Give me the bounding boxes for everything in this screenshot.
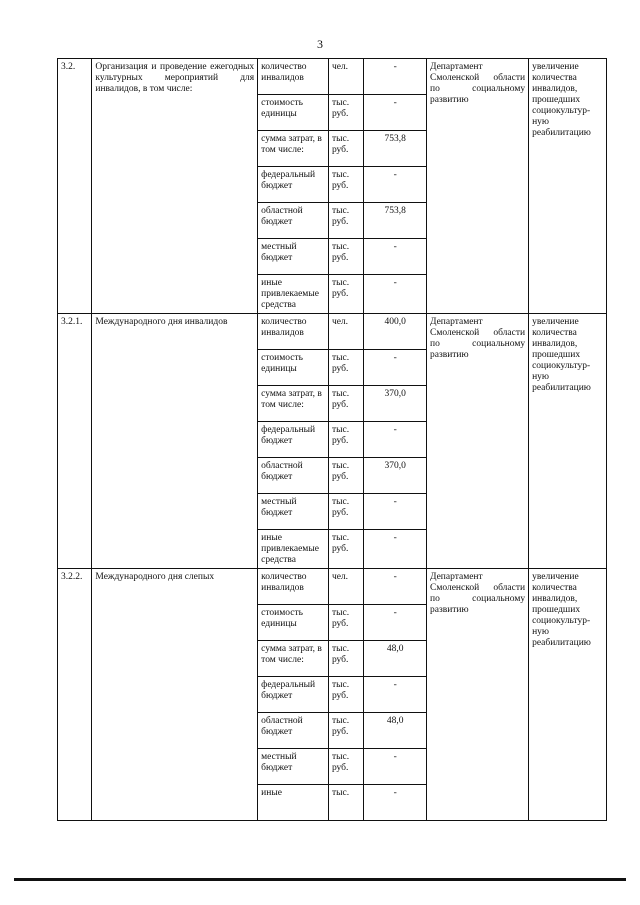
unit-cell: тыс. руб. [328, 203, 363, 239]
indicator-cell: федеральный бюджет [258, 167, 329, 203]
unit-cell: тыс. руб. [328, 641, 363, 677]
table-row [58, 314, 607, 350]
item-number: 3.2.2. [58, 569, 92, 821]
unit-cell: тыс. руб. [328, 713, 363, 749]
indicator-cell: стоимость единицы [258, 95, 329, 131]
unit-cell: тыс. руб. [328, 275, 363, 314]
department-cell: Департамент Смоленской области по социальному развитию [426, 569, 528, 821]
indicator-cell: иные привлекаемые средства [258, 530, 329, 569]
unit-cell: тыс. [328, 785, 363, 821]
value-cell: 753,8 [364, 131, 427, 167]
department-cell: Департамент Смоленской области по социальному развитию [426, 59, 528, 314]
indicator-cell: стоимость единицы [258, 350, 329, 386]
value-cell: 370,0 [364, 386, 427, 422]
value-cell: - [364, 350, 427, 386]
unit-cell: тыс. руб. [328, 677, 363, 713]
value-cell: - [364, 95, 427, 131]
measures-table [57, 58, 607, 821]
indicator-cell: местный бюджет [258, 749, 329, 785]
result-cell: увеличение количества инвалидов, прошедших социокультур-ную реабилитацию [529, 59, 607, 314]
indicator-cell: количество инвалидов [258, 314, 329, 350]
unit-cell: тыс. руб. [328, 605, 363, 641]
value-cell: - [364, 569, 427, 605]
indicator-cell: сумма затрат, в том числе: [258, 386, 329, 422]
unit-cell: тыс. руб. [328, 494, 363, 530]
indicator-cell: областной бюджет [258, 203, 329, 239]
unit-cell: чел. [328, 314, 363, 350]
value-cell: - [364, 275, 427, 314]
indicator-cell: федеральный бюджет [258, 677, 329, 713]
indicator-cell: сумма затрат, в том числе: [258, 641, 329, 677]
unit-cell: тыс. руб. [328, 422, 363, 458]
unit-cell: чел. [328, 569, 363, 605]
page-number: 3 [317, 37, 323, 51]
unit-cell: тыс. руб. [328, 95, 363, 131]
indicator-cell: стоимость единицы [258, 605, 329, 641]
indicator-cell: сумма затрат, в том числе: [258, 131, 329, 167]
unit-cell: тыс. руб. [328, 167, 363, 203]
indicator-cell: местный бюджет [258, 494, 329, 530]
item-name: Международного дня инвалидов [92, 314, 258, 569]
unit-cell: чел. [328, 59, 363, 95]
value-cell: 48,0 [364, 641, 427, 677]
unit-cell: тыс. руб. [328, 131, 363, 167]
table-row [58, 59, 607, 95]
table-row [58, 569, 607, 605]
department-cell: Департамент Смоленской области по социальному развитию [426, 314, 528, 569]
value-cell: - [364, 167, 427, 203]
result-cell: увеличение количества инвалидов, прошедших социокультур-ную реабилитацию [529, 314, 607, 569]
value-cell: - [364, 677, 427, 713]
indicator-cell: федеральный бюджет [258, 422, 329, 458]
indicator-cell: количество инвалидов [258, 569, 329, 605]
unit-cell: тыс. руб. [328, 386, 363, 422]
value-cell: - [364, 494, 427, 530]
value-cell: 400,0 [364, 314, 427, 350]
item-number: 3.2.1. [58, 314, 92, 569]
unit-cell: тыс. руб. [328, 458, 363, 494]
indicator-cell: иные привлекаемые средства [258, 275, 329, 314]
value-cell: - [364, 530, 427, 569]
indicator-cell: областной бюджет [258, 458, 329, 494]
value-cell: 370,0 [364, 458, 427, 494]
result-cell: увеличение количества инвалидов, прошедших социокультур-ную реабилитацию [529, 569, 607, 821]
value-cell: - [364, 59, 427, 95]
indicator-cell: областной бюджет [258, 713, 329, 749]
item-number: 3.2. [58, 59, 92, 314]
value-cell: - [364, 605, 427, 641]
value-cell: - [364, 422, 427, 458]
value-cell: - [364, 239, 427, 275]
item-name: Международного дня слепых [92, 569, 258, 821]
value-cell: - [364, 749, 427, 785]
indicator-cell: местный бюджет [258, 239, 329, 275]
unit-cell: тыс. руб. [328, 239, 363, 275]
unit-cell: тыс. руб. [328, 350, 363, 386]
indicator-cell: количество инвалидов [258, 59, 329, 95]
unit-cell: тыс. руб. [328, 530, 363, 569]
unit-cell: тыс. руб. [328, 749, 363, 785]
bottom-rule [14, 878, 626, 881]
value-cell: 48,0 [364, 713, 427, 749]
item-name: Организация и проведение ежегодных культурных мероприятий для инвалидов, в том числе: [92, 59, 258, 314]
value-cell: 753,8 [364, 203, 427, 239]
indicator-cell: иные [258, 785, 329, 821]
measures-table-body [58, 59, 607, 821]
value-cell: - [364, 785, 427, 821]
